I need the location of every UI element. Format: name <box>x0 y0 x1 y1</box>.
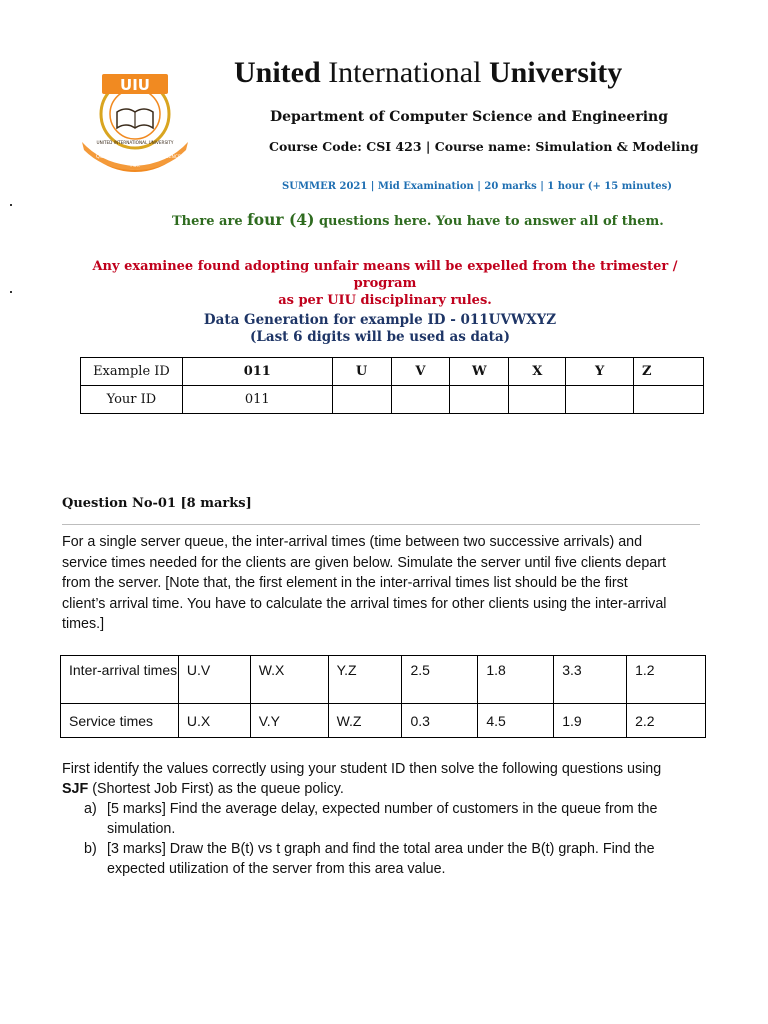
table-cell <box>332 386 391 414</box>
paragraph-line: from the server. [Note that, the first element in the inter-arrival times list should be the first <box>62 575 628 591</box>
id-table <box>80 357 704 414</box>
question-items <box>62 799 712 879</box>
table-cell <box>509 386 566 414</box>
list-marker: b) <box>84 841 97 857</box>
question-paragraph <box>62 532 712 635</box>
logo-ribbon-center: FOR <box>130 164 140 169</box>
table-cell: U <box>332 358 391 386</box>
table-cell: W <box>450 358 509 386</box>
logo-ring-text: UNITED INTERNATIONAL UNIVERSITY <box>96 140 174 145</box>
table-cell <box>634 386 704 414</box>
margin-dot <box>10 204 12 206</box>
instruction-pre: There are <box>172 214 243 229</box>
data-table <box>60 655 706 738</box>
data-generation-heading <box>150 312 610 346</box>
table-cell: U.X <box>178 704 250 738</box>
logo-text: UIU <box>120 76 150 94</box>
paragraph-line: For a single server queue, the inter-arrival times (time between two successive arrivals) and <box>62 534 643 550</box>
table-cell: V <box>391 358 450 386</box>
paragraph-line: service times needed for the clients are given below. Simulate the server until five clients depart <box>62 554 666 571</box>
table-cell <box>391 386 450 414</box>
title-part-2: International <box>328 56 482 89</box>
warning-text <box>90 258 680 309</box>
table-row <box>81 358 704 386</box>
instruction-count: four (4) <box>247 210 315 229</box>
uiu-logo <box>80 72 190 174</box>
data-generation-line-1: Data Generation for example ID - 011UVWXYZ <box>203 312 557 328</box>
question-instruction <box>62 759 712 799</box>
paragraph-line: times.] <box>62 616 105 632</box>
table-cell: W.X <box>250 656 328 704</box>
table-cell <box>450 386 509 414</box>
table-cell: Y.Z <box>328 656 402 704</box>
table-row <box>61 704 706 738</box>
table-cell: 2.5 <box>402 656 478 704</box>
table-cell: 3.3 <box>554 656 627 704</box>
list-item-line: expected utilization of the server from this area value. <box>107 861 446 877</box>
university-title <box>234 56 622 90</box>
table-cell: 2.2 <box>627 704 706 738</box>
instruction-line-1: First identify the values correctly using your student ID then solve the following questions using <box>62 761 662 777</box>
warning-line-1: Any examinee found adopting unfair means will be expelled from the trimester / program <box>92 259 678 291</box>
table-cell: 1.2 <box>627 656 706 704</box>
title-part-3: University <box>488 56 623 89</box>
list-item <box>62 839 712 879</box>
course-info: Course Code: CSI 423 | Course name: Simulation & Modeling <box>269 139 699 154</box>
data-generation-line-2: (Last 6 digits will be used as data) <box>249 329 511 345</box>
table-cell: 4.5 <box>478 704 554 738</box>
list-item <box>62 799 712 839</box>
table-cell: Inter-arrival times <box>61 656 179 704</box>
table-cell: Y <box>566 358 634 386</box>
margin-dot <box>10 291 12 293</box>
list-item-line: simulation. <box>107 821 176 837</box>
table-cell: X <box>509 358 566 386</box>
table-cell: 1.8 <box>478 656 554 704</box>
table-row <box>81 386 704 414</box>
list-marker: a) <box>84 801 97 817</box>
table-cell <box>566 386 634 414</box>
paragraph-line: client’s arrival time. You have to calculate the arrival times for other clients using the inter-arrival <box>62 595 667 612</box>
question-title: Question No-01 [8 marks] <box>62 496 252 511</box>
instruction-line <box>172 210 664 229</box>
logo-ribbon-left: QUEST <box>96 154 113 160</box>
table-cell: 011 <box>182 386 332 414</box>
department: Department of Computer Science and Engineering <box>270 109 668 125</box>
instruction-line-2 <box>62 779 712 799</box>
logo-ribbon-right: EXCELLENCE <box>152 155 181 160</box>
list-item-line: [5 marks] Find the average delay, expected number of customers in the queue from the <box>107 801 658 817</box>
table-cell: 011 <box>182 358 332 386</box>
table-cell: 0.3 <box>402 704 478 738</box>
exam-info: SUMMER 2021 | Mid Examination | 20 marks | 1 hour (+ 15 minutes) <box>282 181 672 192</box>
table-row <box>61 656 706 704</box>
title-part-1: United <box>234 56 321 89</box>
table-cell: V.Y <box>250 704 328 738</box>
table-cell: Z <box>634 358 704 386</box>
table-cell: Service times <box>61 704 179 738</box>
policy-name: SJF <box>62 781 89 797</box>
divider <box>62 524 700 525</box>
table-cell: Example ID <box>81 358 183 386</box>
instruction-rest: (Shortest Job First) as the queue policy. <box>88 781 344 797</box>
table-cell: Your ID <box>81 386 183 414</box>
list-item-line: [3 marks] Draw the B(t) vs t graph and find the total area under the B(t) graph. Find the <box>107 841 655 857</box>
table-cell: 1.9 <box>554 704 627 738</box>
table-cell: W.Z <box>328 704 402 738</box>
warning-line-2: as per UIU disciplinary rules. <box>278 293 492 308</box>
instruction-post: questions here. You have to answer all of them. <box>318 214 664 229</box>
table-cell: U.V <box>178 656 250 704</box>
